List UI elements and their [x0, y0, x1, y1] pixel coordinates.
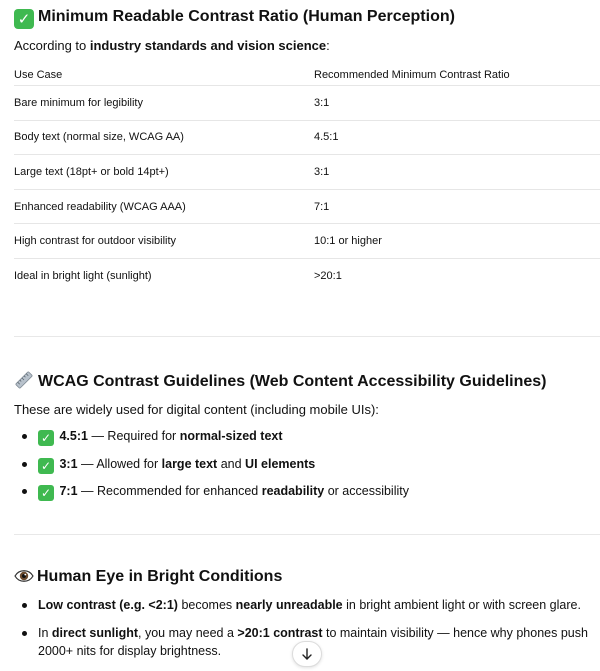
contrast-ratio-table	[14, 64, 600, 294]
bullet-text: In	[38, 625, 52, 640]
table-row	[14, 259, 600, 294]
bullet-text: to maintain visibility — hence why phones push	[322, 625, 588, 640]
section-divider	[14, 534, 600, 535]
check-mark-icon: ✓	[38, 458, 54, 474]
table-row	[14, 155, 600, 190]
table-cell-use-case: Bare minimum for legibility	[14, 96, 143, 109]
bullet-ratio: 4.5:1	[59, 429, 88, 443]
bullet-text: 2000+ nits for display brightness.	[38, 643, 222, 658]
section-title-text: Minimum Readable Contrast Ratio (Human Perception)	[38, 8, 455, 25]
table-header-ratio: Recommended Minimum Contrast Ratio	[314, 68, 510, 81]
bullet-bold: readability	[261, 484, 325, 498]
intro-suffix: :	[326, 38, 330, 53]
bullet-ratio: 7:1	[59, 484, 78, 498]
bullet-ratio: 3:1	[59, 456, 78, 471]
bullet-bold: direct sunlight	[51, 625, 139, 640]
bullet-bold: Low contrast (e.g. <2:1)	[38, 598, 178, 612]
table-row	[14, 224, 600, 259]
wcag-bullet-list	[20, 427, 409, 510]
check-mark-icon: ✓	[38, 485, 54, 501]
intro-bold: industry standards and vision science	[89, 38, 327, 53]
table-cell-use-case: Body text (normal size, WCAG AA)	[14, 131, 184, 144]
table-cell-use-case: Ideal in bright light (sunlight)	[14, 270, 152, 283]
eye-icon	[14, 567, 34, 590]
table-row	[14, 190, 600, 225]
bullet-text: — Required for	[87, 429, 180, 443]
section-intro	[14, 38, 330, 53]
bullet-bold: nearly unreadable	[235, 598, 343, 612]
list-item	[20, 482, 409, 510]
scroll-down-button[interactable]	[292, 641, 322, 667]
bullet-bold: normal-sized text	[179, 429, 283, 443]
table-cell-use-case: Large text (18pt+ or bold 14pt+)	[14, 165, 169, 178]
table-cell-ratio: 4.5:1	[314, 131, 339, 144]
check-mark-icon: ✓	[14, 9, 34, 29]
arrow-down-icon	[300, 647, 314, 661]
bullet-text: becomes	[177, 598, 236, 612]
list-item	[20, 596, 588, 624]
section-intro: These are widely used for digital content (including mobile UIs):	[14, 402, 379, 417]
bullet-bold: UI elements	[245, 456, 316, 471]
list-item	[20, 455, 409, 483]
table-cell-ratio: 7:1	[314, 200, 330, 213]
list-item	[20, 427, 409, 455]
table-row	[14, 86, 600, 121]
bullet-bold: large text	[161, 456, 218, 471]
table-row	[14, 121, 600, 156]
intro-prefix: According to	[14, 38, 90, 53]
section-title-human-eye	[14, 567, 282, 590]
bullet-text: — Allowed for	[77, 456, 162, 471]
table-cell-use-case: Enhanced readability (WCAG AAA)	[14, 200, 186, 213]
ruler-icon	[14, 370, 34, 395]
bullet-text: or accessibility	[324, 484, 409, 498]
check-mark-icon: ✓	[38, 430, 54, 446]
section-title-text: WCAG Contrast Guidelines (Web Content Accessibility Guidelines)	[38, 373, 547, 390]
table-header-row	[14, 64, 600, 86]
bullet-text: , you may need a	[138, 625, 238, 640]
table-cell-ratio: 3:1	[314, 165, 330, 178]
bullet-text: in bright ambient light or with screen glare.	[342, 598, 581, 612]
table-cell-ratio: 10:1 or higher	[314, 235, 382, 248]
bullet-text: — Recommended for enhanced	[77, 484, 262, 498]
table-cell-ratio: >20:1	[314, 270, 342, 283]
bullet-text: and	[217, 456, 246, 471]
section-title-contrast-ratio	[14, 8, 455, 29]
section-title-text: Human Eye in Bright Conditions	[37, 568, 283, 585]
table-cell-use-case: High contrast for outdoor visibility	[14, 235, 177, 248]
table-cell-ratio: 3:1	[314, 96, 330, 109]
bullet-bold: >20:1 contrast	[237, 625, 323, 640]
section-divider	[14, 336, 600, 337]
section-title-wcag	[14, 370, 547, 395]
table-header-use-case: Use Case	[14, 68, 63, 81]
